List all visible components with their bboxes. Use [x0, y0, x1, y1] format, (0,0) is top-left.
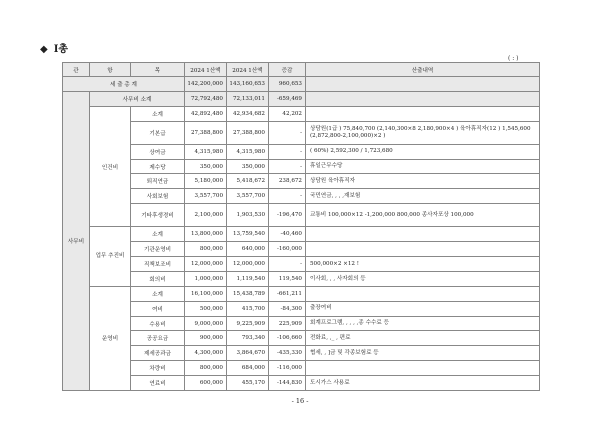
- note-cell: 회계프로그램, , , , ,종 수수료 등: [306, 316, 540, 331]
- mok-cell: 사회보험: [131, 189, 185, 204]
- diff-cell: 238,672: [269, 174, 306, 189]
- budget-1-cell: 900,000: [185, 331, 227, 346]
- table-row: [63, 361, 540, 376]
- budget-1-cell: 350,000: [185, 159, 227, 174]
- total-budget-1: 142,200,000: [185, 77, 227, 92]
- diff-cell: -: [269, 159, 306, 174]
- budget-2-cell: 640,000: [227, 242, 269, 257]
- note-cell: 상담원(1급 ) 75,840,700 (2,140,300×8 2,180,900×4 ) 육아휴직자(12 ) 1,545,600 (2,872,800-2,100,000)×2 ): [306, 121, 540, 144]
- budget-2-cell: 42,934,682: [227, 106, 269, 121]
- mok-cell: 퇴직연금: [131, 174, 185, 189]
- subtotal-budget-1: 72,792,480: [185, 91, 227, 106]
- budget-2-cell: 3,557,700: [227, 189, 269, 204]
- note-cell: 출장여비: [306, 301, 540, 316]
- budget-2-cell: 684,000: [227, 361, 269, 376]
- diamond-bullet-icon: ◆: [40, 44, 48, 55]
- budget-2-cell: 12,000,000: [227, 257, 269, 272]
- mok-cell: 소계: [131, 227, 185, 242]
- header-budget-2: 2024 1산액: [227, 63, 269, 77]
- hang-business: 업무 추진비: [90, 227, 131, 287]
- subtotal-budget-2: 72,133,011: [227, 91, 269, 106]
- budget-1-cell: 500,000: [185, 301, 227, 316]
- budget-2-cell: 350,000: [227, 159, 269, 174]
- note-cell: 휴일근무수당: [306, 159, 540, 174]
- diff-cell: 119,540: [269, 271, 306, 286]
- table-header-row: [63, 63, 540, 77]
- note-cell: ( 60%) 2,592,300 / 1,723,680: [306, 144, 540, 159]
- mok-cell: 직책보조비: [131, 257, 185, 272]
- header-mok: 목: [131, 63, 185, 77]
- note-cell: 500,000×2 ×12 !: [306, 257, 540, 272]
- budget-1-cell: 800,000: [185, 361, 227, 376]
- budget-2-cell: 5,418,672: [227, 174, 269, 189]
- table-row: [63, 316, 540, 331]
- note-cell: [306, 242, 540, 257]
- diff-cell: -: [269, 257, 306, 272]
- table-row: [63, 174, 540, 189]
- table-row: [63, 159, 540, 174]
- mok-cell: 제세공과금: [131, 346, 185, 361]
- table-row: [63, 227, 540, 242]
- subtotal-diff: -659,469: [269, 91, 306, 106]
- note-cell: [306, 286, 540, 301]
- total-note: [306, 77, 540, 92]
- table-row: [63, 257, 540, 272]
- table-row: [63, 189, 540, 204]
- mok-cell: 상여금: [131, 144, 185, 159]
- table-row: [63, 301, 540, 316]
- table-row: [63, 331, 540, 346]
- budget-1-cell: 27,388,800: [185, 121, 227, 144]
- note-cell: 교통비 100,000×12 -1,200,000 800,000 종사자포상 100,000: [306, 204, 540, 227]
- total-label: 세 출 총 계: [63, 77, 185, 92]
- budget-2-cell: 1,119,540: [227, 271, 269, 286]
- note-cell: 국민연금, , , ,재보험: [306, 189, 540, 204]
- diff-cell: -435,330: [269, 346, 306, 361]
- header-budget-1: 2024 1산액: [185, 63, 227, 77]
- budget-1-cell: 16,100,000: [185, 286, 227, 301]
- hang-operating: 운영비: [90, 286, 131, 390]
- budget-2-cell: 9,225,909: [227, 316, 269, 331]
- table-row: [63, 346, 540, 361]
- budget-2-cell: 13,759,540: [227, 227, 269, 242]
- note-cell: [306, 106, 540, 121]
- table-row: [63, 144, 540, 159]
- mok-cell: 공공요금: [131, 331, 185, 346]
- diff-cell: -116,000: [269, 361, 306, 376]
- diff-cell: -106,660: [269, 331, 306, 346]
- note-cell: 도시가스 사용료: [306, 376, 540, 391]
- header-diff: 증감: [269, 63, 306, 77]
- table-row: [63, 271, 540, 286]
- diff-cell: 42,202: [269, 106, 306, 121]
- budget-1-cell: 13,800,000: [185, 227, 227, 242]
- total-diff: 960,653: [269, 77, 306, 92]
- section-title: I총: [53, 44, 69, 55]
- section-heading: [40, 40, 68, 55]
- header-gwan: 관: [63, 63, 90, 77]
- budget-1-cell: 12,000,000: [185, 257, 227, 272]
- subtotal-note: [306, 91, 540, 106]
- hang-personnel: 인건비: [90, 106, 131, 226]
- diff-cell: -: [269, 189, 306, 204]
- mok-cell: 기관운영비: [131, 242, 185, 257]
- table-row: [63, 242, 540, 257]
- note-cell: 전화료, ,_ , 편료: [306, 331, 540, 346]
- budget-1-cell: 3,557,700: [185, 189, 227, 204]
- subtotal-row: [63, 91, 540, 106]
- budget-2-cell: 27,388,800: [227, 121, 269, 144]
- budget-2-cell: 4,315,980: [227, 144, 269, 159]
- mok-cell: 소계: [131, 106, 185, 121]
- note-cell: 협세, , ]금 및 각종보험료 등: [306, 346, 540, 361]
- budget-1-cell: 4,315,980: [185, 144, 227, 159]
- budget-1-cell: 1,000,000: [185, 271, 227, 286]
- diff-cell: -40,460: [269, 227, 306, 242]
- gwan-cell: 사무비: [63, 91, 90, 390]
- diff-cell: -: [269, 144, 306, 159]
- budget-1-cell: 5,180,000: [185, 174, 227, 189]
- mok-cell: 연료비: [131, 376, 185, 391]
- table-row: [63, 286, 540, 301]
- budget-2-cell: 3,864,670: [227, 346, 269, 361]
- budget-2-cell: 1,903,530: [227, 204, 269, 227]
- header-detail: 산출내역: [306, 63, 540, 77]
- mok-cell: 기본급: [131, 121, 185, 144]
- budget-2-cell: 415,700: [227, 301, 269, 316]
- budget-2-cell: 455,170: [227, 376, 269, 391]
- note-cell: [306, 227, 540, 242]
- header-hang: 항: [90, 63, 131, 77]
- mok-cell: 소계: [131, 286, 185, 301]
- table-row: [63, 204, 540, 227]
- budget-1-cell: 9,000,000: [185, 316, 227, 331]
- budget-table: [62, 62, 540, 391]
- note-cell: 이사회, , , 사자회의 등: [306, 271, 540, 286]
- budget-1-cell: 4,300,000: [185, 346, 227, 361]
- note-cell: 상담원 육아휴직자: [306, 174, 540, 189]
- table-row: [63, 121, 540, 144]
- budget-2-cell: 15,438,789: [227, 286, 269, 301]
- unit-label: ( : ): [508, 55, 519, 62]
- mok-cell: 기타후생경비: [131, 204, 185, 227]
- budget-1-cell: 800,000: [185, 242, 227, 257]
- total-budget-2: 143,160,653: [227, 77, 269, 92]
- page-number: - 16 -: [291, 397, 309, 405]
- diff-cell: -661,211: [269, 286, 306, 301]
- mok-cell: 여비: [131, 301, 185, 316]
- diff-cell: -144,830: [269, 376, 306, 391]
- budget-2-cell: 793,340: [227, 331, 269, 346]
- mok-cell: 제수당: [131, 159, 185, 174]
- total-row: [63, 77, 540, 92]
- subtotal-label: 사무비 소계: [90, 91, 185, 106]
- budget-1-cell: 42,892,480: [185, 106, 227, 121]
- mok-cell: 차량비: [131, 361, 185, 376]
- table-row: [63, 106, 540, 121]
- mok-cell: 회의비: [131, 271, 185, 286]
- mok-cell: 수용비: [131, 316, 185, 331]
- diff-cell: -84,300: [269, 301, 306, 316]
- table-row: [63, 376, 540, 391]
- diff-cell: -160,000: [269, 242, 306, 257]
- budget-1-cell: 600,000: [185, 376, 227, 391]
- diff-cell: -196,470: [269, 204, 306, 227]
- budget-1-cell: 2,100,000: [185, 204, 227, 227]
- diff-cell: 225,909: [269, 316, 306, 331]
- note-cell: [306, 361, 540, 376]
- diff-cell: -: [269, 121, 306, 144]
